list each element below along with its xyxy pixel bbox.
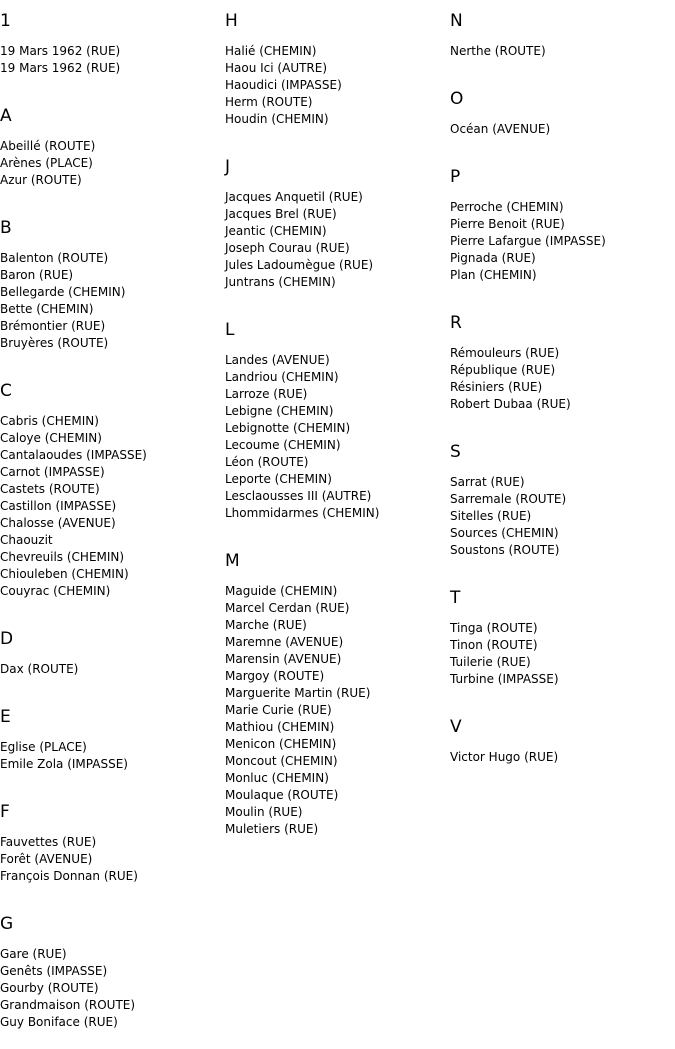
street-link[interactable]: Sarrat (RUE) [450,475,525,489]
street-list-item [225,403,450,420]
street-link[interactable]: Eglise (PLACE) [0,740,87,754]
letter-section [450,716,675,784]
street-link[interactable]: Chiouleben (CHEMIN) [0,567,129,581]
street-list-item [225,386,450,403]
letter-section [0,913,225,1049]
street-list-item [225,454,450,471]
letter-section [450,441,675,577]
street-list-item [0,267,225,284]
street-list-item [0,155,225,172]
street-list-item [0,447,225,464]
street-link[interactable]: Robert Dubaa (RUE) [450,397,571,411]
street-list-item [0,851,225,868]
section-letter-heading: H [225,11,238,31]
letter-section [0,706,225,791]
section-spacer [450,688,675,706]
street-link[interactable]: Joseph Courau (RUE) [225,241,350,255]
street-link[interactable]: Guy Boniface (RUE) [0,1015,118,1029]
letter-section [450,312,675,431]
street-list-item [450,345,675,362]
street-link[interactable]: Muletiers (RUE) [225,822,319,836]
street-link[interactable]: Mathiou (CHEMIN) [225,720,335,734]
street-link[interactable]: Landes (AVENUE) [225,353,330,367]
street-list-item [0,549,225,566]
street-list-item [0,498,225,515]
street-list-item [0,583,225,600]
street-link[interactable]: Monluc (CHEMIN) [225,771,329,785]
street-link[interactable]: Landriou (CHEMIN) [225,370,339,384]
street-list-item [450,620,675,637]
street-list-item [225,505,450,522]
section-spacer [450,766,675,784]
street-list-item [225,257,450,274]
street-list-item [450,379,675,396]
section-letter-heading: 1 [0,11,11,31]
street-link[interactable]: Larroze (RUE) [225,387,308,401]
letter-section [0,105,225,207]
street-link[interactable]: République (RUE) [450,363,556,377]
street-list-item [0,515,225,532]
street-link[interactable]: Margoy (ROUTE) [225,669,325,683]
section-letter-heading: R [450,313,462,333]
street-list-item [450,508,675,525]
letter-section [0,801,225,903]
street-link[interactable]: Carnot (IMPASSE) [0,465,105,479]
street-link[interactable]: Lhommidarmes (CHEMIN) [225,506,380,520]
street-list [0,138,225,189]
street-link[interactable]: Houdin (CHEMIN) [225,112,329,126]
street-list-item [450,121,675,138]
section-spacer [0,189,225,207]
street-link[interactable]: Marcel Cerdan (RUE) [225,601,350,615]
section-letter-heading: N [450,11,463,31]
street-link[interactable]: 19 Mars 1962 (RUE) [0,61,121,75]
street-list [225,583,450,838]
street-link[interactable]: 19 Mars 1962 (RUE) [0,44,121,58]
section-spacer [225,838,450,856]
street-list [450,620,675,688]
street-list-item [225,668,450,685]
street-link[interactable]: Rémouleurs (RUE) [450,346,560,360]
street-link[interactable]: Perroche (CHEMIN) [450,200,564,214]
street-list-item [0,739,225,756]
section-letter-heading: M [225,551,240,571]
street-link[interactable]: Jules Ladoumègue (RUE) [225,258,374,272]
street-list-item [0,138,225,155]
street-link[interactable]: Abeillé (ROUTE) [0,139,96,153]
street-list-item [0,172,225,189]
street-link[interactable]: Pierre Lafargue (IMPASSE) [450,234,606,248]
street-list [0,413,225,600]
street-link[interactable]: Soustons (ROUTE) [450,543,560,557]
section-letter-heading: B [0,218,12,238]
street-link[interactable]: Couyrac (CHEMIN) [0,584,111,598]
street-link[interactable]: Balenton (ROUTE) [0,251,109,265]
street-list-item [225,583,450,600]
section-letter-heading: E [0,707,11,727]
street-list-item [0,335,225,352]
street-list-item [225,804,450,821]
street-list-item [225,111,450,128]
street-link[interactable]: Bette (CHEMIN) [0,302,94,316]
section-spacer [0,773,225,791]
section-spacer [450,413,675,431]
street-list-item [225,821,450,838]
section-letter-heading: F [0,802,10,822]
street-link[interactable]: Baron (RUE) [0,268,74,282]
street-list-item [225,223,450,240]
street-link[interactable]: Marguerite Martin (RUE) [225,686,371,700]
street-list-item [225,189,450,206]
street-list-item [450,396,675,413]
street-link[interactable]: Gare (RUE) [0,947,67,961]
street-link[interactable]: Caloye (CHEMIN) [0,431,102,445]
section-spacer [0,352,225,370]
street-link[interactable]: Moulin (RUE) [225,805,303,819]
street-list [0,739,225,773]
street-link[interactable]: Cabris (CHEMIN) [0,414,99,428]
section-letter-heading: S [450,442,461,462]
letter-section [225,550,450,856]
street-link[interactable]: Maguide (CHEMIN) [225,584,338,598]
street-list-item [450,654,675,671]
street-list-item [0,834,225,851]
street-link[interactable]: Jacques Anquetil (RUE) [225,190,363,204]
street-list [450,199,675,284]
street-list [0,946,225,1031]
street-link[interactable]: Haoudici (IMPASSE) [225,78,342,92]
street-list [0,661,225,678]
street-link[interactable]: Moncout (CHEMIN) [225,754,338,768]
street-list-item [225,206,450,223]
street-link[interactable]: Genêts (IMPASSE) [0,964,108,978]
street-link[interactable]: Marche (RUE) [225,618,307,632]
letter-section [450,166,675,302]
street-list-item [225,617,450,634]
street-link[interactable]: Castillon (IMPASSE) [0,499,117,513]
street-list-item [225,369,450,386]
street-list-item [0,301,225,318]
street-link[interactable]: Jeantic (CHEMIN) [225,224,327,238]
street-link[interactable]: Forêt (AVENUE) [0,852,93,866]
street-list-item [0,464,225,481]
letter-section [225,319,450,540]
section-letter-heading: O [450,89,464,109]
section-letter-heading: L [225,320,235,340]
street-list-item [225,94,450,111]
street-list-item [450,749,675,766]
letter-section [0,217,225,370]
section-spacer [450,284,675,302]
street-list-item [225,471,450,488]
street-link[interactable]: Grandmaison (ROUTE) [0,998,136,1012]
street-list-item [225,352,450,369]
letter-section [450,587,675,706]
section-spacer [0,678,225,696]
street-list-item [0,756,225,773]
section-spacer [450,138,675,156]
street-list-item [0,980,225,997]
street-link[interactable]: Chalosse (AVENUE) [0,516,116,530]
street-link[interactable]: Leporte (CHEMIN) [225,472,332,486]
street-list-item [450,525,675,542]
letter-section [0,628,225,696]
street-link[interactable]: Gourby (ROUTE) [0,981,99,995]
street-link[interactable]: Castets (ROUTE) [0,482,100,496]
street-list-item [450,199,675,216]
letter-section [225,10,450,146]
street-list [450,474,675,559]
street-link[interactable]: Océan (AVENUE) [450,122,551,136]
section-letter-heading: A [0,106,12,126]
street-link[interactable]: Sources (CHEMIN) [450,526,559,540]
street-list-item [225,488,450,505]
street-list-item [0,963,225,980]
street-link[interactable]: Cantalaoudes (IMPASSE) [0,448,147,462]
section-letter-heading: G [0,914,14,934]
index-column-3 [450,0,675,784]
street-link[interactable]: Arènes (PLACE) [0,156,93,170]
street-link[interactable]: Chevreuils (CHEMIN) [0,550,125,564]
street-link[interactable]: Chaouzit [0,533,53,547]
section-letter-heading: C [0,381,12,401]
street-list [0,43,225,77]
street-link[interactable]: Victor Hugo (RUE) [450,750,559,764]
street-link[interactable]: Dax (ROUTE) [0,662,79,676]
street-list-item [225,719,450,736]
section-spacer [0,77,225,95]
letter-section [450,10,675,78]
street-list-item [225,770,450,787]
street-list-item [225,702,450,719]
street-list-item [0,60,225,77]
street-list [450,345,675,413]
street-link[interactable]: Turbine (IMPASSE) [450,672,559,686]
street-list-item [225,420,450,437]
street-link[interactable]: Pierre Benoit (RUE) [450,217,565,231]
street-list-item [225,43,450,60]
index-column-2 [225,0,450,856]
letter-section [0,380,225,618]
street-link[interactable]: Pignada (RUE) [450,251,536,265]
street-list-item [0,946,225,963]
street-list-item [225,787,450,804]
street-link[interactable]: Haou Ici (AUTRE) [225,61,328,75]
street-list-item [225,60,450,77]
letter-section [450,88,675,156]
section-spacer [225,522,450,540]
street-link[interactable]: Nerthe (ROUTE) [450,44,546,58]
street-list [450,749,675,766]
street-list [450,43,675,60]
street-link[interactable]: Lecoume (CHEMIN) [225,438,341,452]
section-letter-heading: D [0,629,14,649]
street-list-item [0,430,225,447]
street-list-item [0,661,225,678]
letter-section [225,156,450,309]
street-link[interactable]: Jacques Brel (RUE) [225,207,337,221]
street-link[interactable]: Bellegarde (CHEMIN) [0,285,126,299]
street-list-item [0,532,225,549]
street-link[interactable]: Maremne (AVENUE) [225,635,344,649]
street-link[interactable]: Lebignotte (CHEMIN) [225,421,351,435]
street-link[interactable]: Plan (CHEMIN) [450,268,537,282]
street-link[interactable]: Marensin (AVENUE) [225,652,342,666]
street-list-item [0,318,225,335]
street-list-item [450,216,675,233]
street-link[interactable]: Menicon (CHEMIN) [225,737,337,751]
street-link[interactable]: Léon (ROUTE) [225,455,309,469]
street-link[interactable]: Juntrans (CHEMIN) [225,275,336,289]
street-list-item [0,1014,225,1031]
section-spacer [0,1031,225,1049]
street-link[interactable]: Tuilerie (RUE) [450,655,531,669]
section-spacer [225,291,450,309]
street-list-item [0,481,225,498]
street-link[interactable]: Marie Curie (RUE) [225,703,332,717]
street-link[interactable]: Moulaque (ROUTE) [225,788,339,802]
street-list-item [225,437,450,454]
street-list-item [225,274,450,291]
street-list-item [450,542,675,559]
street-list-item [0,413,225,430]
section-letter-heading: P [450,167,461,187]
street-list-item [0,566,225,583]
street-list [0,834,225,885]
street-list [225,189,450,291]
street-list-item [450,233,675,250]
street-link[interactable]: Tinon (ROUTE) [450,638,538,652]
section-spacer [0,600,225,618]
street-list-item [225,651,450,668]
street-list [225,43,450,128]
street-list-item [450,267,675,284]
street-list-item [225,240,450,257]
street-list [225,352,450,522]
street-list-item [225,600,450,617]
street-list-item [450,491,675,508]
street-link[interactable]: Herm (ROUTE) [225,95,313,109]
section-letter-heading: V [450,717,462,737]
street-link[interactable]: Brémontier (RUE) [0,319,106,333]
street-link[interactable]: Emile Zola (IMPASSE) [0,757,128,771]
street-link[interactable]: Sitelles (RUE) [450,509,532,523]
street-link[interactable]: François Donnan (RUE) [0,869,138,883]
section-spacer [225,128,450,146]
street-list-item [225,685,450,702]
street-list-item [225,77,450,94]
street-list [0,250,225,352]
street-link[interactable]: Fauvettes (RUE) [0,835,97,849]
street-list-item [450,250,675,267]
street-list-item [0,997,225,1014]
street-link[interactable]: Résiniers (RUE) [450,380,543,394]
street-list-item [450,43,675,60]
street-link[interactable]: Bruyères (ROUTE) [0,336,109,350]
street-list-item [0,868,225,885]
street-list-item [450,362,675,379]
street-list-item [0,284,225,301]
street-list [450,121,675,138]
street-list-item [225,634,450,651]
street-list-item [450,637,675,654]
street-list-item [225,753,450,770]
street-link[interactable]: Sarremale (ROUTE) [450,492,567,506]
street-list-item [0,43,225,60]
index-column-1 [0,0,225,1049]
street-link[interactable]: Azur (ROUTE) [0,173,82,187]
street-link[interactable]: Halié (CHEMIN) [225,44,317,58]
section-letter-heading: T [450,588,461,608]
section-spacer [0,885,225,903]
section-spacer [450,60,675,78]
street-list-item [0,250,225,267]
street-list-item [225,736,450,753]
letter-section [0,10,225,95]
street-link[interactable]: Lesclaousses III (AUTRE) [225,489,372,503]
street-link[interactable]: Lebigne (CHEMIN) [225,404,334,418]
section-letter-heading: J [225,157,231,177]
section-spacer [450,559,675,577]
street-list-item [450,474,675,491]
street-link[interactable]: Tinga (ROUTE) [450,621,538,635]
street-list-item [450,671,675,688]
